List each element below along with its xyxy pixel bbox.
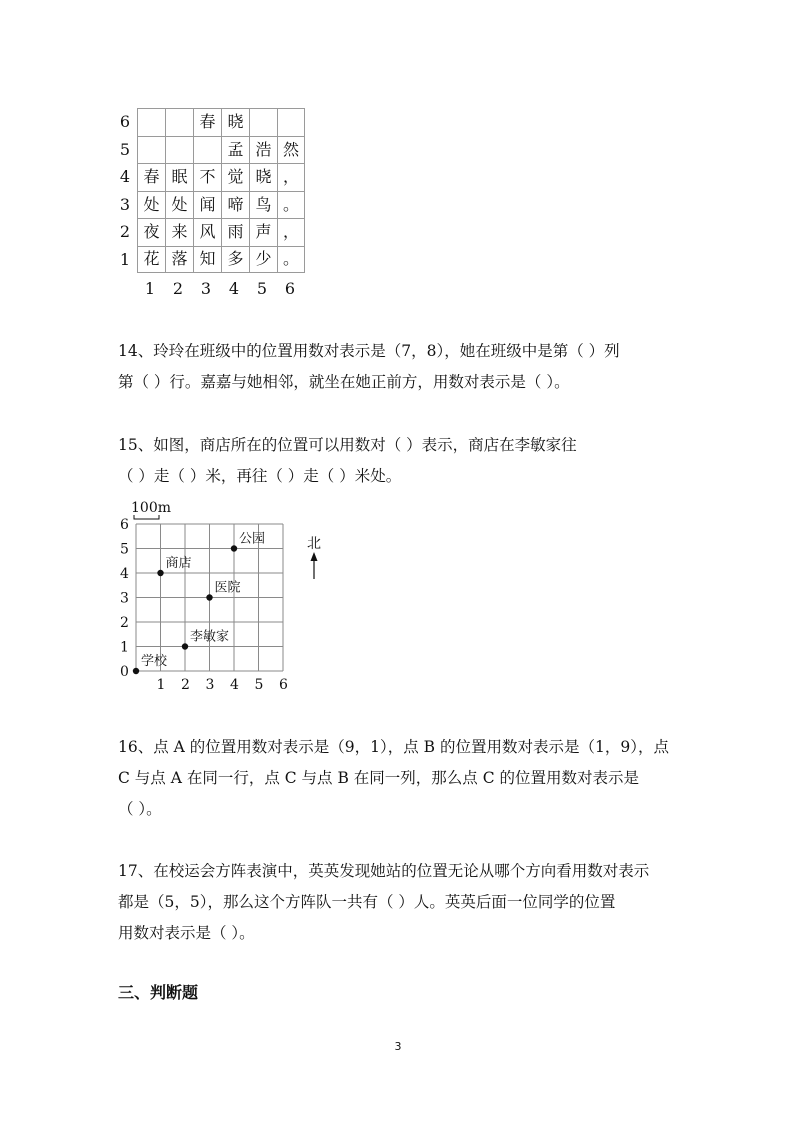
poem-cell: 浩 xyxy=(249,136,277,164)
poem-cell xyxy=(137,108,165,136)
poem-row-label: 5 xyxy=(119,139,131,159)
poem-cell: 不 xyxy=(193,163,221,191)
poem-cell: 多 xyxy=(221,246,249,274)
poem-cell: 夜 xyxy=(137,218,165,246)
poem-cell: 然 xyxy=(277,136,305,164)
poem-cell: 声 xyxy=(249,218,277,246)
map-point-label: 公园 xyxy=(239,531,266,547)
poem-cell: 风 xyxy=(193,218,221,246)
poem-cell xyxy=(165,136,193,164)
map-x-label: 2 xyxy=(181,677,190,693)
poem-cell: 晓 xyxy=(249,163,277,191)
question-15 xyxy=(118,430,688,492)
poem-col-label: 6 xyxy=(284,279,296,298)
map-y-label: 0 xyxy=(120,664,129,680)
poem-cell: 啼 xyxy=(221,191,249,219)
scale-label: 100m xyxy=(131,500,171,516)
map-point xyxy=(231,545,237,551)
poem-cell: 。 xyxy=(277,246,305,274)
map-y-label: 3 xyxy=(120,590,129,607)
map-points xyxy=(133,532,265,675)
poem-cell: 鸟 xyxy=(249,191,277,219)
map-y-label: 5 xyxy=(120,541,129,558)
map-point xyxy=(157,570,163,576)
map-point xyxy=(182,643,188,649)
poem-cell: 少 xyxy=(249,246,277,274)
poem-cell: 眠 xyxy=(165,163,193,191)
poem-cell: 。 xyxy=(277,191,305,219)
poem-cell: 雨 xyxy=(221,218,249,246)
poem-col-label: 5 xyxy=(256,279,268,298)
poem-cell: 闻 xyxy=(193,191,221,219)
page-number: 3 xyxy=(394,1040,402,1053)
scale-bar xyxy=(131,500,171,519)
question-15-line-1: 15、如图，商店所在的位置可以用数对（ ）表示，商店在李敏家往 xyxy=(118,436,577,454)
poem-cell: 孟 xyxy=(221,136,249,164)
poem-row-label: 6 xyxy=(119,112,131,131)
map-y-label: 2 xyxy=(120,615,129,631)
map-y-label: 1 xyxy=(120,639,129,656)
map-point-label: 医院 xyxy=(214,580,241,596)
map-x-label: 3 xyxy=(205,677,215,693)
poem-col-label: 2 xyxy=(172,279,184,298)
poem-cell: 知 xyxy=(193,246,221,274)
question-14-line-2: 第（ ）行。嘉嘉与她相邻，就坐在她正前方，用数对表示是（ ）。 xyxy=(118,373,570,391)
poem-cell: 落 xyxy=(165,246,193,274)
question-14 xyxy=(118,336,688,398)
poem-cell: 处 xyxy=(137,191,165,219)
poem-grid xyxy=(137,108,305,273)
poem-row-label: 4 xyxy=(119,167,131,186)
map-point xyxy=(206,594,212,600)
map-point xyxy=(133,668,139,674)
section-title: 三、判断题 xyxy=(118,983,199,1002)
poem-cell: 春 xyxy=(193,108,221,136)
poem-col-label: 4 xyxy=(228,279,240,298)
question-16-line-3: （ ）。 xyxy=(118,800,162,818)
map-x-label: 6 xyxy=(279,677,288,693)
north-label: 北 xyxy=(307,536,321,552)
question-17-line-3: 用数对表示是（ ）。 xyxy=(118,924,255,942)
question-15-line-2: （ ）走（ ）米，再往（ ）走（ ）米处。 xyxy=(118,467,402,485)
question-16-line-1: 16、点 A 的位置用数对表示是（9，1），点 B 的位置用数对表示是（1，9），点 xyxy=(118,738,669,756)
poem-cell: 春 xyxy=(137,163,165,191)
poem-col-label: 3 xyxy=(200,279,212,298)
map-y-label: 4 xyxy=(120,566,129,582)
poem-cell xyxy=(165,108,193,136)
poem-row-label: 2 xyxy=(119,222,131,241)
map-y-label: 6 xyxy=(120,517,129,533)
map-x-label: 1 xyxy=(156,677,166,693)
poem-cell xyxy=(249,108,277,136)
poem-cell: 来 xyxy=(165,218,193,246)
question-14-line-1: 14、玲玲在班级中的位置用数对表示是（7，8），她在班级中是第（ ）列 xyxy=(118,342,620,360)
poem-row-label: 3 xyxy=(119,194,131,214)
poem-cell: 花 xyxy=(137,246,165,274)
poem-cell: ， xyxy=(277,218,305,246)
question-17-line-2: 都是（5，5），那么这个方阵队一共有（ ）人。英英后面一位同学的位置 xyxy=(118,893,616,911)
question-17-line-1: 17、在校运会方阵表演中，英英发现她站的位置无论从哪个方向看用数对表示 xyxy=(118,862,650,880)
map-point-label: 学校 xyxy=(141,654,168,669)
north-arrow xyxy=(307,536,321,579)
poem-cell xyxy=(137,136,165,164)
map-x-label: 5 xyxy=(254,677,264,693)
north-arrow-head xyxy=(311,552,318,561)
map-x-label: 4 xyxy=(230,677,239,693)
poem-cell: 晓 xyxy=(221,108,249,136)
map-figure xyxy=(110,495,330,695)
poem-cell: 处 xyxy=(165,191,193,219)
question-16 xyxy=(118,732,688,825)
poem-col-label: 1 xyxy=(144,279,156,298)
map-point-label: 李敏家 xyxy=(190,629,230,645)
poem-cell xyxy=(193,136,221,164)
poem-cell: ， xyxy=(277,163,305,191)
poem-row-label: 1 xyxy=(119,249,131,269)
poem-cell: 觉 xyxy=(221,163,249,191)
question-17 xyxy=(118,856,688,949)
map-point-label: 商店 xyxy=(165,556,192,571)
question-16-line-2: C 与点 A 在同一行，点 C 与点 B 在同一列，那么点 C 的位置用数对表示是 xyxy=(118,769,640,787)
poem-cell xyxy=(277,108,305,136)
